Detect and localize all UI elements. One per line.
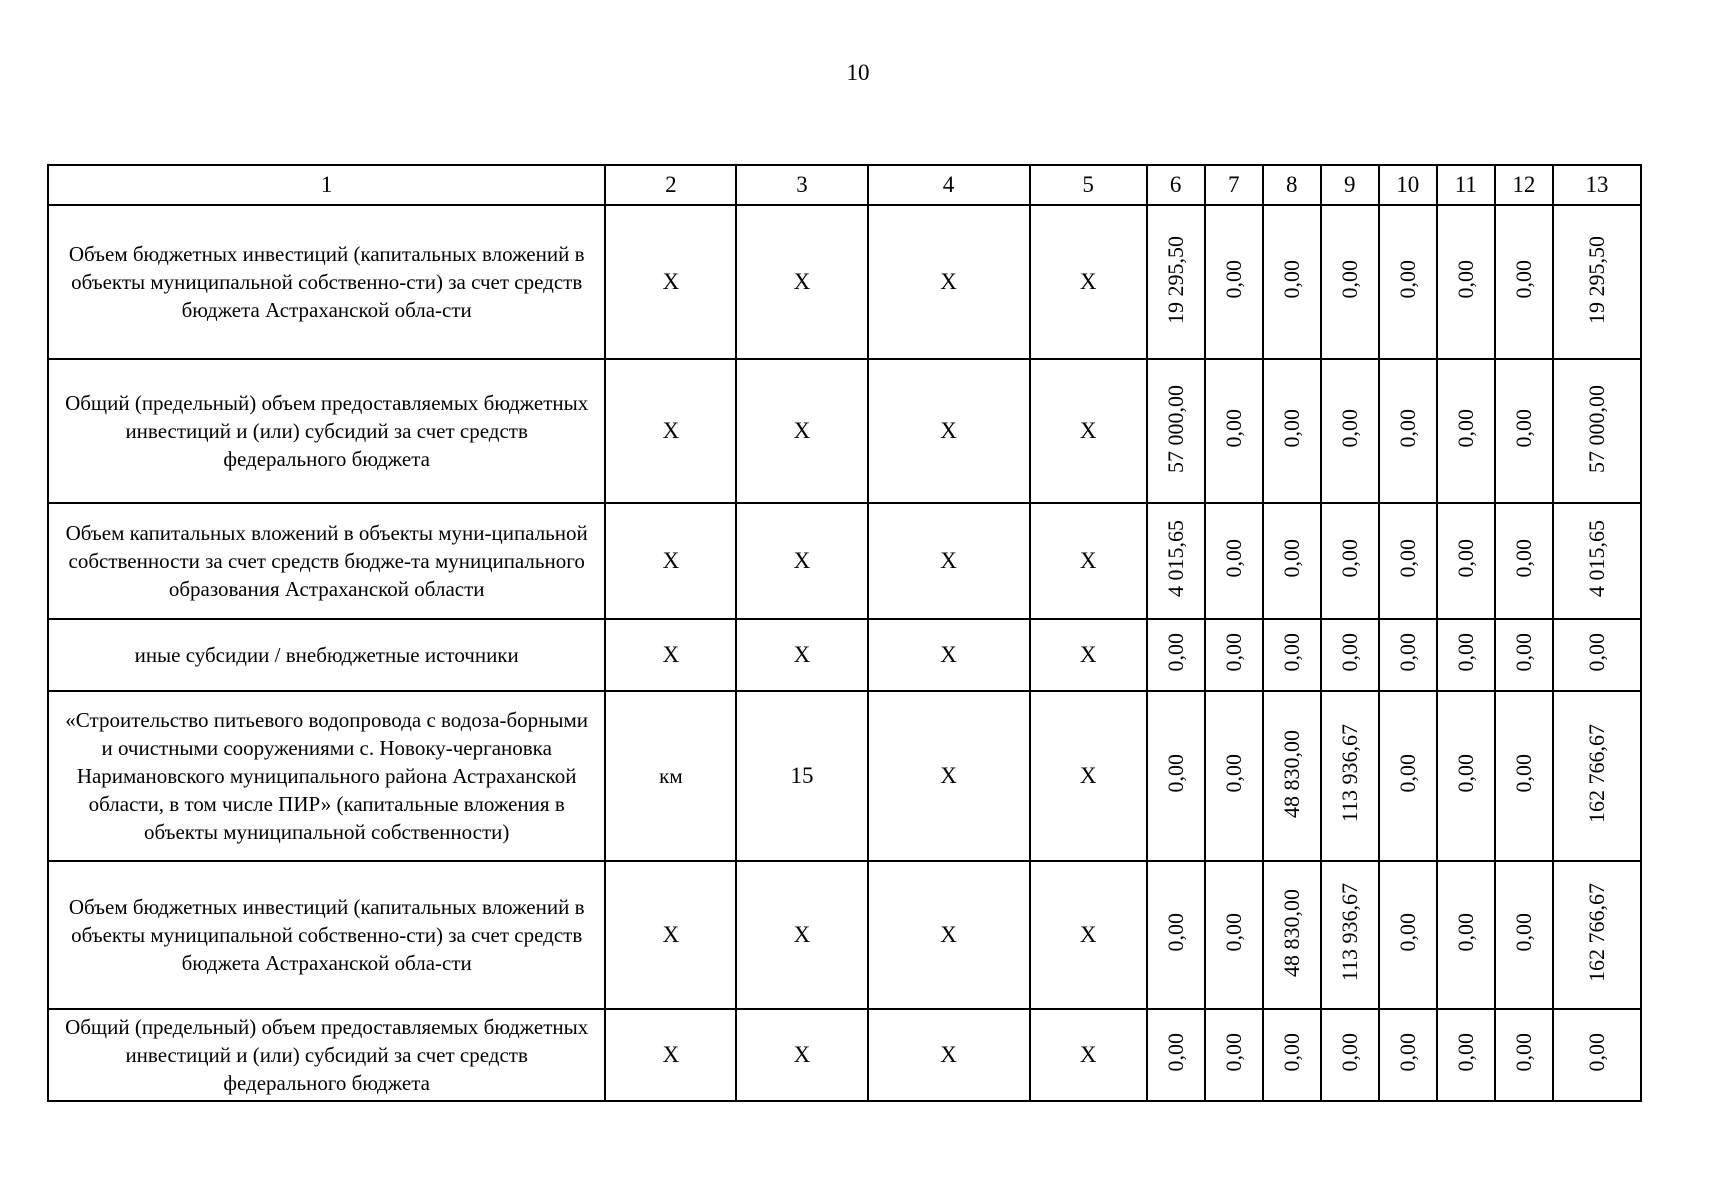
budget-table — [47, 164, 1642, 1102]
value-text: 0,00 — [1583, 1033, 1609, 1072]
value-text: 0,00 — [1452, 409, 1478, 448]
value-cell — [1553, 861, 1641, 1009]
cell-col4: X — [868, 1009, 1030, 1101]
row-description: Объем бюджетных инвестиций (капитальных вложений в объекты муниципальной собственно-сти) за счет средств бюджета Астраханской обла-сти — [48, 861, 605, 1009]
value-text: 0,00 — [1220, 1033, 1246, 1072]
cell-col4: X — [868, 691, 1030, 861]
value-cell — [1379, 503, 1437, 619]
value-text: 162 766,67 — [1583, 883, 1609, 982]
value-cell — [1437, 205, 1495, 359]
value-cell — [1553, 619, 1641, 691]
value-cell — [1263, 691, 1321, 861]
column-header: 5 — [1030, 165, 1147, 205]
cell-col5: X — [1030, 861, 1147, 1009]
value-cell — [1205, 503, 1263, 619]
value-text: 0,00 — [1452, 260, 1478, 299]
value-cell — [1147, 691, 1205, 861]
value-text: 19 295,50 — [1162, 235, 1188, 324]
value-text: 0,00 — [1510, 1033, 1536, 1072]
value-cell — [1321, 691, 1379, 861]
row-description: Общий (предельный) объем предоставляемых бюджетных инвестиций и (или) субсидий за счет средств федерального бюджета — [48, 1009, 605, 1101]
header-row — [48, 165, 1641, 205]
value-cell — [1205, 1009, 1263, 1101]
value-text: 0,00 — [1394, 409, 1420, 448]
value-cell — [1147, 861, 1205, 1009]
value-cell — [1437, 359, 1495, 503]
value-cell — [1147, 205, 1205, 359]
table-row — [48, 619, 1641, 691]
value-text: 0,00 — [1394, 260, 1420, 299]
value-text: 0,00 — [1510, 913, 1536, 952]
value-cell — [1437, 861, 1495, 1009]
column-header: 6 — [1147, 165, 1205, 205]
value-cell — [1321, 359, 1379, 503]
column-header: 1 — [48, 165, 605, 205]
value-cell — [1205, 359, 1263, 503]
value-text: 0,00 — [1278, 539, 1304, 578]
value-cell — [1147, 503, 1205, 619]
column-header: 10 — [1379, 165, 1437, 205]
cell-col5: X — [1030, 619, 1147, 691]
value-cell — [1495, 1009, 1553, 1101]
value-text: 0,00 — [1452, 754, 1478, 793]
value-text: 0,00 — [1510, 754, 1536, 793]
value-cell — [1495, 619, 1553, 691]
cell-col3: X — [736, 619, 867, 691]
value-cell — [1263, 861, 1321, 1009]
value-cell — [1495, 205, 1553, 359]
value-text: 0,00 — [1278, 409, 1304, 448]
value-text: 0,00 — [1336, 1033, 1362, 1072]
cell-col4: X — [868, 861, 1030, 1009]
table-row — [48, 861, 1641, 1009]
value-cell — [1321, 619, 1379, 691]
value-cell — [1263, 205, 1321, 359]
cell-col5: X — [1030, 205, 1147, 359]
cell-col3: X — [736, 861, 867, 1009]
row-description: «Строительство питьевого водопровода с водоза-борными и очистными сооружениями с. Новоку-черганoвка Наримановского муниципального района Астраханской области, в том числе ПИР» (капитальные вложения в объекты муниципальной собственности) — [48, 691, 605, 861]
value-text: 0,00 — [1394, 913, 1420, 952]
value-cell — [1553, 205, 1641, 359]
value-cell — [1263, 359, 1321, 503]
cell-col3: X — [736, 205, 867, 359]
value-cell — [1147, 619, 1205, 691]
value-text: 0,00 — [1510, 539, 1536, 578]
cell-col2: X — [605, 359, 736, 503]
table-row — [48, 1009, 1641, 1101]
value-text: 0,00 — [1336, 539, 1362, 578]
value-cell — [1321, 1009, 1379, 1101]
value-text: 0,00 — [1336, 260, 1362, 299]
value-cell — [1437, 503, 1495, 619]
cell-col4: X — [868, 359, 1030, 503]
value-text: 0,00 — [1220, 409, 1246, 448]
cell-col5: X — [1030, 691, 1147, 861]
value-text: 0,00 — [1278, 260, 1304, 299]
value-text: 4 015,65 — [1162, 520, 1188, 597]
value-text: 48 830,00 — [1278, 729, 1304, 818]
value-text: 19 295,50 — [1583, 235, 1609, 324]
value-text: 113 936,67 — [1336, 724, 1362, 823]
value-text: 0,00 — [1278, 633, 1304, 672]
value-text: 57 000,00 — [1162, 384, 1188, 473]
page-number: 10 — [846, 60, 870, 85]
cell-col2: X — [605, 503, 736, 619]
value-text: 0,00 — [1452, 539, 1478, 578]
cell-col3: X — [736, 359, 867, 503]
value-text: 0,00 — [1162, 1033, 1188, 1072]
row-description: Объем капитальных вложений в объекты муни-ципальной собственности за счет средств бюдже-та муниципального образования Астраханской области — [48, 503, 605, 619]
cell-col4: X — [868, 503, 1030, 619]
column-header: 4 — [868, 165, 1030, 205]
value-cell — [1147, 1009, 1205, 1101]
value-cell — [1379, 1009, 1437, 1101]
cell-col3: X — [736, 1009, 867, 1101]
value-text: 0,00 — [1162, 913, 1188, 952]
value-text: 162 766,67 — [1583, 724, 1609, 823]
value-text: 0,00 — [1452, 1033, 1478, 1072]
value-cell — [1205, 205, 1263, 359]
value-text: 0,00 — [1220, 754, 1246, 793]
value-cell — [1263, 619, 1321, 691]
value-text: 0,00 — [1220, 633, 1246, 672]
value-cell — [1379, 359, 1437, 503]
value-cell — [1553, 1009, 1641, 1101]
column-header: 9 — [1321, 165, 1379, 205]
value-cell — [1263, 503, 1321, 619]
value-text: 0,00 — [1278, 1033, 1304, 1072]
table-row — [48, 691, 1641, 861]
value-text: 0,00 — [1583, 633, 1609, 672]
value-cell — [1379, 861, 1437, 1009]
value-text: 0,00 — [1394, 539, 1420, 578]
value-cell — [1495, 359, 1553, 503]
value-text: 0,00 — [1452, 633, 1478, 672]
value-cell — [1379, 619, 1437, 691]
row-description: иные субсидии / внебюджетные источники — [48, 619, 605, 691]
cell-col2: X — [605, 861, 736, 1009]
value-cell — [1379, 205, 1437, 359]
value-cell — [1379, 691, 1437, 861]
value-text: 113 936,67 — [1336, 883, 1362, 982]
value-text: 0,00 — [1510, 409, 1536, 448]
value-text: 0,00 — [1220, 260, 1246, 299]
cell-col3: X — [736, 503, 867, 619]
value-cell — [1205, 861, 1263, 1009]
column-header: 12 — [1495, 165, 1553, 205]
value-cell — [1553, 503, 1641, 619]
cell-col2: X — [605, 1009, 736, 1101]
cell-col5: X — [1030, 359, 1147, 503]
value-text: 0,00 — [1336, 633, 1362, 672]
value-cell — [1263, 1009, 1321, 1101]
value-text: 0,00 — [1394, 1033, 1420, 1072]
value-cell — [1553, 691, 1641, 861]
value-text: 0,00 — [1162, 754, 1188, 793]
cell-col2: км — [605, 691, 736, 861]
value-text: 0,00 — [1510, 633, 1536, 672]
row-description: Общий (предельный) объем предоставляемых бюджетных инвестиций и (или) субсидий за счет средств федерального бюджета — [48, 359, 605, 503]
table-row — [48, 503, 1641, 619]
column-header: 11 — [1437, 165, 1495, 205]
cell-col4: X — [868, 205, 1030, 359]
value-text: 0,00 — [1220, 539, 1246, 578]
cell-col2: X — [605, 205, 736, 359]
value-text: 0,00 — [1162, 633, 1188, 672]
value-cell — [1321, 503, 1379, 619]
value-cell — [1437, 619, 1495, 691]
cell-col3: 15 — [736, 691, 867, 861]
value-cell — [1495, 861, 1553, 1009]
value-text: 0,00 — [1336, 409, 1362, 448]
value-text: 48 830,00 — [1278, 888, 1304, 977]
value-cell — [1205, 619, 1263, 691]
table-row — [48, 359, 1641, 503]
value-text: 4 015,65 — [1583, 520, 1609, 597]
value-cell — [1495, 691, 1553, 861]
value-cell — [1147, 359, 1205, 503]
value-cell — [1553, 359, 1641, 503]
cell-col5: X — [1030, 1009, 1147, 1101]
column-header: 7 — [1205, 165, 1263, 205]
table-row — [48, 205, 1641, 359]
value-text: 0,00 — [1394, 754, 1420, 793]
column-header: 3 — [736, 165, 867, 205]
cell-col5: X — [1030, 503, 1147, 619]
row-description: Объем бюджетных инвестиций (капитальных вложений в объекты муниципальной собственно-сти) за счет средств бюджета Астраханской обла-сти — [48, 205, 605, 359]
value-text: 0,00 — [1394, 633, 1420, 672]
value-text: 0,00 — [1452, 913, 1478, 952]
column-header: 2 — [605, 165, 736, 205]
cell-col4: X — [868, 619, 1030, 691]
value-cell — [1205, 691, 1263, 861]
value-text: 57 000,00 — [1583, 384, 1609, 473]
value-cell — [1321, 861, 1379, 1009]
value-cell — [1437, 1009, 1495, 1101]
value-cell — [1495, 503, 1553, 619]
value-cell — [1321, 205, 1379, 359]
value-cell — [1437, 691, 1495, 861]
value-text: 0,00 — [1510, 260, 1536, 299]
value-text: 0,00 — [1220, 913, 1246, 952]
column-header: 13 — [1553, 165, 1641, 205]
cell-col2: X — [605, 619, 736, 691]
column-header: 8 — [1263, 165, 1321, 205]
